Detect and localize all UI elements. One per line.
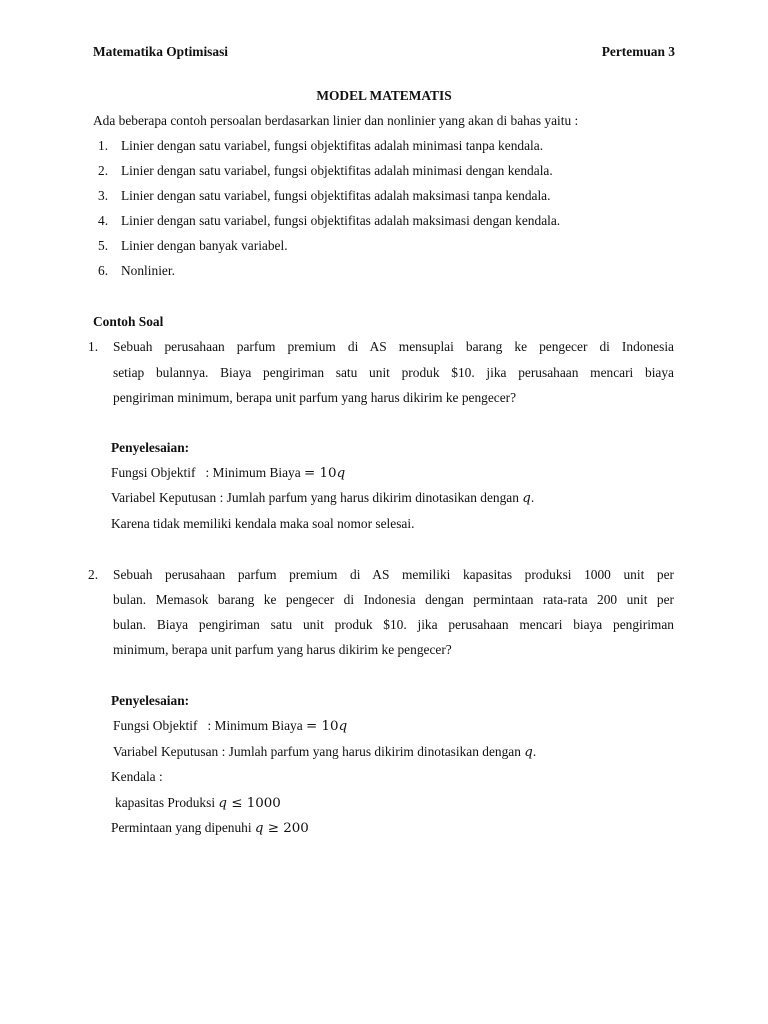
problem-line: bulan. Memasok barang ke pengecer di Indonesia dengan permintaan rata-rata 200 unit per bbox=[113, 592, 674, 607]
list-item: Linier dengan banyak variabel. bbox=[121, 238, 288, 253]
demand-constraint bbox=[111, 820, 309, 836]
objective-math: = 10 bbox=[304, 466, 337, 481]
demand-label: Permintaan yang dipenuhi bbox=[111, 820, 255, 835]
list-item-number: 2. bbox=[98, 163, 109, 178]
decision-label: Variabel Keputusan : Jumlah parfum yang harus dikirim dinotasikan dengan bbox=[111, 490, 523, 505]
capacity-constraint bbox=[115, 795, 281, 811]
objective-label: Fungsi Objektif : Minimum Biaya bbox=[113, 718, 307, 733]
solution-heading: Penyelesaian: bbox=[111, 693, 190, 708]
list-item: Nonlinier. bbox=[121, 263, 175, 278]
decision-var: q bbox=[522, 491, 531, 506]
solution-heading: Penyelesaian: bbox=[111, 440, 190, 455]
list-item-number: 5. bbox=[98, 238, 109, 253]
capacity-math: ≤ 1000 bbox=[226, 796, 281, 811]
decision-variable bbox=[111, 490, 534, 506]
list-item: Linier dengan satu variabel, fungsi objektifitas adalah maksimasi dengan kendala. bbox=[121, 213, 561, 228]
problem-line: setiap bulannya. Biaya pengiriman satu unit produk $10. jika perusahaan mencari biaya bbox=[113, 365, 674, 380]
decision-variable bbox=[113, 744, 536, 760]
problem-line: minimum, berapa unit parfum yang harus dikirim ke pengecer? bbox=[113, 642, 452, 657]
page-title: MODEL MATEMATIS bbox=[316, 88, 452, 103]
decision-end: . bbox=[532, 744, 537, 759]
capacity-label: kapasitas Produksi bbox=[115, 795, 219, 810]
decision-var: q bbox=[524, 745, 533, 760]
problem-line: pengiriman minimum, berapa unit parfum yang harus dikirim ke pengecer? bbox=[113, 390, 517, 405]
capacity-var: q bbox=[218, 796, 227, 811]
objective-var: q bbox=[338, 719, 348, 734]
list-item-number: 4. bbox=[98, 213, 109, 228]
problem-line: Sebuah perusahaan parfum premium di AS memiliki kapasitas produksi 1000 unit per bbox=[113, 567, 674, 582]
objective-function bbox=[113, 718, 347, 734]
section-heading: Contoh Soal bbox=[93, 314, 164, 329]
problem-line: bulan. Biaya pengiriman satu unit produk $10. jika perusahaan mencari biaya pengiriman bbox=[113, 617, 674, 632]
objective-math: = 10 bbox=[306, 719, 339, 734]
header-left: Matematika Optimisasi bbox=[93, 44, 229, 59]
constraint-heading: Kendala : bbox=[111, 769, 163, 784]
list-item: Linier dengan satu variabel, fungsi objektifitas adalah minimasi tanpa kendala. bbox=[121, 138, 544, 153]
header-right: Pertemuan 3 bbox=[601, 44, 675, 59]
demand-var: q bbox=[254, 821, 264, 836]
intro-text: Ada beberapa contoh persoalan berdasarkan linier dan nonlinier yang akan di bahas yaitu : bbox=[93, 113, 579, 128]
demand-math: ≥ 200 bbox=[263, 821, 309, 836]
list-item-number: 1. bbox=[98, 138, 109, 153]
list-item: Linier dengan satu variabel, fungsi objektifitas adalah minimasi dengan kendala. bbox=[121, 163, 553, 178]
decision-end: . bbox=[530, 490, 535, 505]
problem-line: Sebuah perusahaan parfum premium di AS mensuplai barang ke pengecer di Indonesia bbox=[113, 339, 674, 354]
list-item-number: 3. bbox=[98, 188, 109, 203]
list-item-number: 6. bbox=[98, 263, 109, 278]
problem-number: 1. bbox=[88, 339, 99, 354]
conclusion-text: Karena tidak memiliki kendala maka soal nomor selesai. bbox=[111, 516, 415, 531]
list-item: Linier dengan satu variabel, fungsi objektifitas adalah maksimasi tanpa kendala. bbox=[121, 188, 551, 203]
objective-var: q bbox=[336, 466, 346, 481]
decision-label: Variabel Keputusan : Jumlah parfum yang harus dikirim dinotasikan dengan bbox=[113, 744, 525, 759]
objective-label: Fungsi Objektif : Minimum Biaya bbox=[111, 465, 305, 480]
objective-function bbox=[111, 465, 345, 481]
problem-number: 2. bbox=[88, 567, 99, 582]
